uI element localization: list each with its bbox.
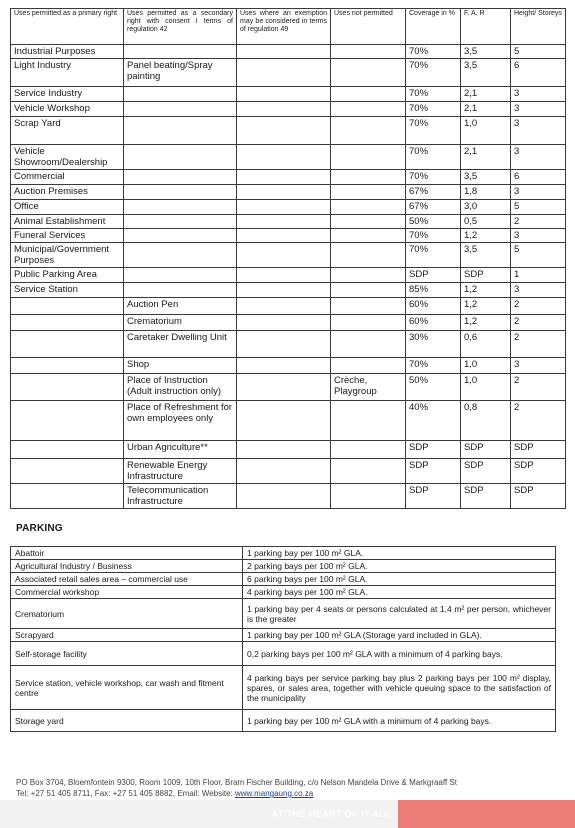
cell-primary: Auction Premises (11, 185, 124, 200)
footer-line-1: PO Box 3704, Bloemfontein 9300, Room 1009, 10th Floor, Bram Fischer Building, c/o Nelson Mandela Drive & Markgraaff St (16, 778, 457, 787)
cell-far: 3,0 (461, 200, 511, 215)
cell-exemption (237, 298, 331, 315)
cell-not-permitted (331, 185, 406, 200)
cell-secondary: Urban Agriculture** (124, 441, 237, 459)
cell-primary: Vehicle Workshop (11, 102, 124, 117)
cell-primary: Light Industry (11, 59, 124, 87)
cell-not-permitted (331, 45, 406, 59)
parking-requirement: 6 parking bays per 100 m² GLA. (243, 573, 556, 586)
cell-secondary: Shop (124, 358, 237, 374)
zoning-row (11, 401, 566, 441)
footer-slogan: AT THE HEART OF IT ALL (272, 809, 391, 819)
cell-coverage: SDP (406, 441, 461, 459)
cell-secondary (124, 170, 237, 185)
footer-contact: Tel: +27 51 405 8711, Fax: +27 51 405 8882, Email: Website: (16, 789, 235, 798)
cell-secondary (124, 215, 237, 229)
cell-coverage: 70% (406, 243, 461, 268)
cell-exemption (237, 229, 331, 243)
cell-not-permitted (331, 229, 406, 243)
footer-address (16, 777, 457, 799)
cell-not-permitted (331, 170, 406, 185)
cell-coverage: 70% (406, 358, 461, 374)
cell-coverage: 67% (406, 200, 461, 215)
parking-use: Scrapyard (11, 629, 243, 642)
cell-primary: Office (11, 200, 124, 215)
cell-height: 3 (511, 102, 566, 117)
cell-not-permitted (331, 145, 406, 170)
cell-not-permitted (331, 484, 406, 509)
header-secondary-right: Uses permitted as a secondary right with consent I terms of regulation 42 (124, 9, 237, 45)
zoning-row (11, 59, 566, 87)
cell-far: 1,2 (461, 229, 511, 243)
cell-far: 2,1 (461, 87, 511, 102)
cell-secondary (124, 185, 237, 200)
header-exemption: Uses where an exemption may be considered in terms of regulation 49 (237, 9, 331, 45)
cell-coverage: 70% (406, 45, 461, 59)
cell-height: SDP (511, 459, 566, 484)
parking-row (11, 547, 556, 560)
zoning-row (11, 243, 566, 268)
zoning-table (10, 8, 566, 509)
cell-coverage: 70% (406, 87, 461, 102)
cell-secondary (124, 283, 237, 298)
zoning-row (11, 200, 566, 215)
header-primary-right: Uses permitted as a primary right (11, 9, 124, 45)
cell-not-permitted: Crèche, Playgroup (331, 374, 406, 401)
cell-exemption (237, 215, 331, 229)
cell-coverage: 30% (406, 331, 461, 358)
cell-far: 1,0 (461, 374, 511, 401)
zoning-row (11, 283, 566, 298)
cell-not-permitted (331, 315, 406, 331)
cell-coverage: SDP (406, 459, 461, 484)
cell-primary (11, 331, 124, 358)
website-link[interactable]: www.mangaung.co.za (234, 789, 314, 798)
cell-primary: Scrap Yard (11, 117, 124, 145)
cell-primary (11, 374, 124, 401)
parking-heading: PARKING (16, 523, 63, 534)
cell-exemption (237, 185, 331, 200)
parking-requirement: 1 parking bay per 100 m² GLA. (243, 547, 556, 560)
cell-far: 2,1 (461, 102, 511, 117)
cell-coverage: 60% (406, 315, 461, 331)
parking-requirement: 1 parking bay per 100 m² GLA with a minimum of 4 parking bays. (243, 710, 556, 732)
cell-not-permitted (331, 298, 406, 315)
cell-secondary (124, 268, 237, 283)
zoning-row (11, 170, 566, 185)
cell-height: SDP (511, 441, 566, 459)
cell-coverage: 60% (406, 298, 461, 315)
cell-coverage: 70% (406, 117, 461, 145)
cell-height: 2 (511, 215, 566, 229)
cell-secondary (124, 117, 237, 145)
cell-not-permitted (331, 283, 406, 298)
cell-height: 1 (511, 268, 566, 283)
footer-banner-accent (398, 800, 575, 828)
zoning-row (11, 268, 566, 283)
cell-primary (11, 441, 124, 459)
parking-row (11, 710, 556, 732)
cell-far: SDP (461, 441, 511, 459)
cell-coverage: SDP (406, 268, 461, 283)
header-height: Height/ Storeys (511, 9, 566, 45)
cell-primary: Vehicle Showroom/Dealership (11, 145, 124, 170)
cell-height: 3 (511, 145, 566, 170)
cell-primary (11, 459, 124, 484)
cell-exemption (237, 117, 331, 145)
cell-height: 2 (511, 374, 566, 401)
cell-height: 3 (511, 87, 566, 102)
cell-not-permitted (331, 87, 406, 102)
parking-row (11, 666, 556, 710)
cell-exemption (237, 358, 331, 374)
parking-row (11, 573, 556, 586)
cell-secondary (124, 102, 237, 117)
cell-far: 3,5 (461, 243, 511, 268)
zoning-row (11, 459, 566, 484)
parking-use: Service station, vehicle workshop, car wash and fitment centre (11, 666, 243, 710)
parking-use: Self-storage facility (11, 642, 243, 666)
zoning-row (11, 87, 566, 102)
parking-row (11, 586, 556, 599)
cell-height: 5 (511, 45, 566, 59)
cell-coverage: 40% (406, 401, 461, 441)
cell-secondary: Renewable Energy Infrastructure (124, 459, 237, 484)
cell-height: 6 (511, 59, 566, 87)
parking-row (11, 642, 556, 666)
cell-far: 1,8 (461, 185, 511, 200)
header-coverage: Coverage in % (406, 9, 461, 45)
parking-use: Storage yard (11, 710, 243, 732)
cell-primary: Service Station (11, 283, 124, 298)
parking-use: Associated retail sales area – commercial use (11, 573, 243, 586)
zoning-row (11, 441, 566, 459)
parking-requirement: 4 parking bays per 100 m² GLA. (243, 586, 556, 599)
cell-secondary: Crematorium (124, 315, 237, 331)
cell-far: 2,1 (461, 145, 511, 170)
cell-primary: Industrial Purposes (11, 45, 124, 59)
header-far: F. A. R (461, 9, 511, 45)
parking-requirement: 0,2 parking bays per 100 m² GLA with a minimum of 4 parking bays. (243, 642, 556, 666)
cell-not-permitted (331, 358, 406, 374)
cell-height: 5 (511, 200, 566, 215)
cell-coverage: 70% (406, 59, 461, 87)
cell-secondary (124, 229, 237, 243)
parking-requirement: 4 parking bays per service parking bay plus 2 parking bays per 100 m² display, spares, or sales area, together with vehicle queuing space to the satisfaction of the municipality (243, 666, 556, 710)
cell-exemption (237, 243, 331, 268)
cell-exemption (237, 45, 331, 59)
cell-coverage: 85% (406, 283, 461, 298)
zoning-row (11, 185, 566, 200)
cell-coverage: 50% (406, 374, 461, 401)
header-not-permitted: Uses not permitted (331, 9, 406, 45)
zoning-row (11, 45, 566, 59)
cell-coverage: SDP (406, 484, 461, 509)
cell-far: 1,0 (461, 117, 511, 145)
cell-not-permitted (331, 200, 406, 215)
cell-exemption (237, 200, 331, 215)
cell-exemption (237, 331, 331, 358)
cell-far: SDP (461, 268, 511, 283)
cell-not-permitted (331, 117, 406, 145)
cell-primary (11, 298, 124, 315)
cell-height: 3 (511, 358, 566, 374)
cell-height: 2 (511, 401, 566, 441)
cell-height: 2 (511, 331, 566, 358)
cell-coverage: 70% (406, 170, 461, 185)
cell-coverage: 70% (406, 145, 461, 170)
parking-requirement: 1 parking bay per 4 seats or persons calculated at 1,4 m² per person, whichever is the greater (243, 599, 556, 629)
cell-far: SDP (461, 484, 511, 509)
cell-far: 3,5 (461, 59, 511, 87)
cell-primary: Municipal/Government Purposes (11, 243, 124, 268)
cell-coverage: 70% (406, 229, 461, 243)
cell-primary: Commercial (11, 170, 124, 185)
cell-not-permitted (331, 59, 406, 87)
cell-far: 1,2 (461, 315, 511, 331)
footer-line-2 (16, 788, 457, 799)
cell-exemption (237, 283, 331, 298)
cell-coverage: 50% (406, 215, 461, 229)
cell-height: SDP (511, 484, 566, 509)
zoning-row (11, 484, 566, 509)
parking-use: Crematorium (11, 599, 243, 629)
cell-not-permitted (331, 268, 406, 283)
cell-secondary (124, 87, 237, 102)
zoning-row (11, 331, 566, 358)
parking-row (11, 629, 556, 642)
cell-secondary (124, 145, 237, 170)
cell-secondary: Place of Instruction (Adult instruction only) (124, 374, 237, 401)
cell-exemption (237, 441, 331, 459)
cell-height: 3 (511, 185, 566, 200)
cell-primary: Animal Establishment (11, 215, 124, 229)
cell-height: 3 (511, 117, 566, 145)
cell-not-permitted (331, 401, 406, 441)
cell-secondary: Auction Pen (124, 298, 237, 315)
cell-height: 3 (511, 229, 566, 243)
cell-exemption (237, 268, 331, 283)
cell-height: 5 (511, 243, 566, 268)
cell-exemption (237, 170, 331, 185)
cell-primary (11, 484, 124, 509)
cell-far: 3,5 (461, 170, 511, 185)
zoning-row (11, 358, 566, 374)
cell-secondary: Caretaker Dwelling Unit (124, 331, 237, 358)
zoning-row (11, 374, 566, 401)
cell-far: 0,8 (461, 401, 511, 441)
cell-far: SDP (461, 459, 511, 484)
zoning-row (11, 215, 566, 229)
cell-coverage: 70% (406, 102, 461, 117)
zoning-header-row (11, 9, 566, 45)
parking-row (11, 560, 556, 573)
cell-not-permitted (331, 215, 406, 229)
cell-secondary (124, 45, 237, 59)
parking-requirement: 1 parking bay per 100 m² GLA (Storage yard included in GLA). (243, 629, 556, 642)
cell-not-permitted (331, 441, 406, 459)
cell-height: 6 (511, 170, 566, 185)
zoning-row (11, 315, 566, 331)
parking-use: Commercial workshop (11, 586, 243, 599)
cell-primary (11, 358, 124, 374)
cell-exemption (237, 59, 331, 87)
cell-far: 1,0 (461, 358, 511, 374)
cell-secondary: Telecommunication Infrastructure (124, 484, 237, 509)
cell-primary (11, 315, 124, 331)
zoning-row (11, 298, 566, 315)
cell-primary (11, 401, 124, 441)
cell-height: 2 (511, 298, 566, 315)
zoning-row (11, 145, 566, 170)
cell-far: 1,2 (461, 283, 511, 298)
parking-row (11, 599, 556, 629)
cell-exemption (237, 87, 331, 102)
cell-secondary: Panel beating/Spray painting (124, 59, 237, 87)
parking-use: Abattoir (11, 547, 243, 560)
cell-far: 0,5 (461, 215, 511, 229)
cell-not-permitted (331, 243, 406, 268)
cell-far: 1,2 (461, 298, 511, 315)
cell-exemption (237, 374, 331, 401)
cell-far: 0,6 (461, 331, 511, 358)
parking-table (10, 546, 556, 732)
cell-primary: Funeral Services (11, 229, 124, 243)
cell-exemption (237, 484, 331, 509)
cell-primary: Public Parking Area (11, 268, 124, 283)
cell-not-permitted (331, 459, 406, 484)
cell-secondary (124, 200, 237, 215)
cell-exemption (237, 145, 331, 170)
parking-use: Agricultural Industry / Business (11, 560, 243, 573)
cell-secondary (124, 243, 237, 268)
cell-exemption (237, 401, 331, 441)
cell-not-permitted (331, 102, 406, 117)
cell-exemption (237, 315, 331, 331)
cell-primary: Service Industry (11, 87, 124, 102)
cell-coverage: 67% (406, 185, 461, 200)
cell-height: 3 (511, 283, 566, 298)
cell-not-permitted (331, 331, 406, 358)
cell-height: 2 (511, 315, 566, 331)
zoning-row (11, 102, 566, 117)
zoning-row (11, 117, 566, 145)
cell-exemption (237, 102, 331, 117)
zoning-row (11, 229, 566, 243)
cell-secondary: Place of Refreshment for own employees only (124, 401, 237, 441)
parking-requirement: 2 parking bays per 100 m² GLA. (243, 560, 556, 573)
cell-far: 3,5 (461, 45, 511, 59)
cell-exemption (237, 459, 331, 484)
